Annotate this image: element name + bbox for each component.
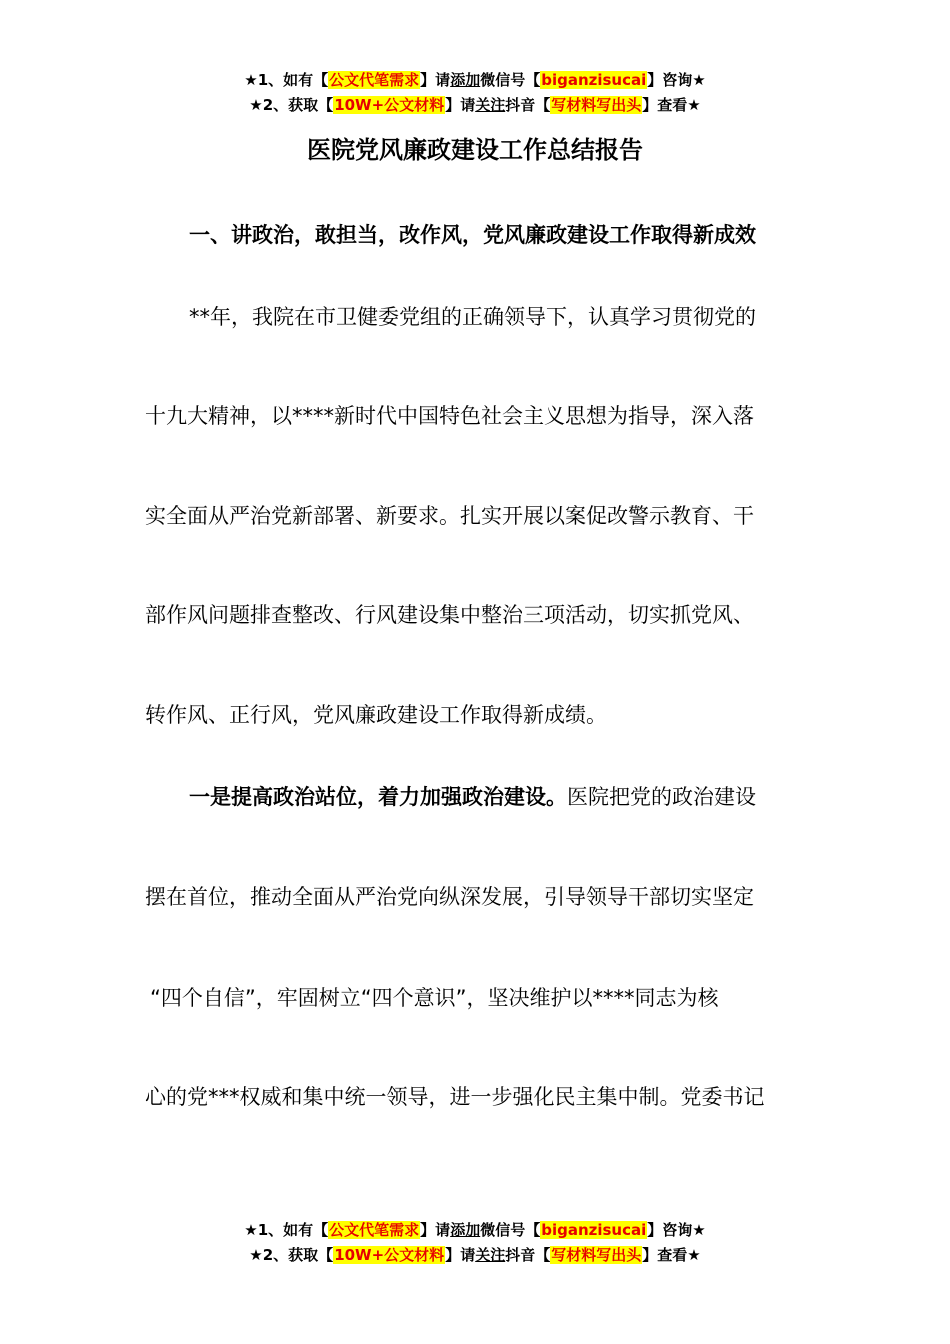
section-heading: 一、讲政治，敢担当，改作风，党风廉政建设工作取得新成效: [189, 223, 756, 247]
highlight-materials: 10W+公文材料: [334, 1246, 445, 1264]
promo-line-2: ★2、获取【10W+公文材料】请关注抖音【写材料写出头】查看★: [249, 96, 701, 114]
highlight-douyin: 写材料写出头: [551, 1246, 642, 1264]
paragraph-line: 十九大精神，以****新时代中国特色社会主义思想为指导，深入落: [145, 404, 754, 428]
paragraph-line: “四个自信”，牢固树立“四个意识”，坚决维护以****同志为核: [150, 986, 719, 1010]
highlight-douyin: 写材料写出头: [551, 96, 642, 114]
promo-line-1: ★1、如有【公文代笔需求】请添加微信号【biganzisucai】咨询★: [244, 1221, 706, 1239]
promo-banner-bottom: [0, 1218, 950, 1268]
highlight-wechat-id: biganzisucai: [541, 1221, 647, 1239]
promo-line-1: ★1、如有【公文代笔需求】请添加微信号【biganzisucai】咨询★: [244, 71, 706, 89]
paragraph-line: 心的党***权威和集中统一领导，进一步强化民主集中制。党委书记: [145, 1085, 765, 1109]
document-title: 医院党风廉政建设工作总结报告: [307, 136, 643, 164]
paragraph-line: 转作风、正行风，党风廉政建设工作取得新成绩。: [145, 703, 607, 727]
paragraph-line: 实全面从严治党新部署、新要求。扎实开展以案促改警示教育、干: [145, 504, 754, 528]
highlight-service: 公文代笔需求: [329, 1221, 420, 1239]
promo-line-2: ★2、获取【10W+公文材料】请关注抖音【写材料写出头】查看★: [249, 1246, 701, 1264]
paragraph-line: 摆在首位，推动全面从严治党向纵深发展，引导领导干部切实坚定: [145, 885, 754, 909]
paragraph-line: **年，我院在市卫健委党组的正确领导下，认真学习贯彻党的: [189, 305, 756, 329]
highlight-service: 公文代笔需求: [329, 71, 420, 89]
paragraph-line: 部作风问题排查整改、行风建设集中整治三项活动，切实抓党风、: [145, 603, 754, 627]
point-lead: 一是提高政治站位，着力加强政治建设。: [189, 785, 567, 809]
paragraph-line: 一是提高政治站位，着力加强政治建设。医院把党的政治建设: [189, 785, 756, 809]
promo-banner-top: [0, 68, 950, 118]
highlight-wechat-id: biganzisucai: [541, 71, 647, 89]
highlight-materials: 10W+公文材料: [334, 96, 445, 114]
